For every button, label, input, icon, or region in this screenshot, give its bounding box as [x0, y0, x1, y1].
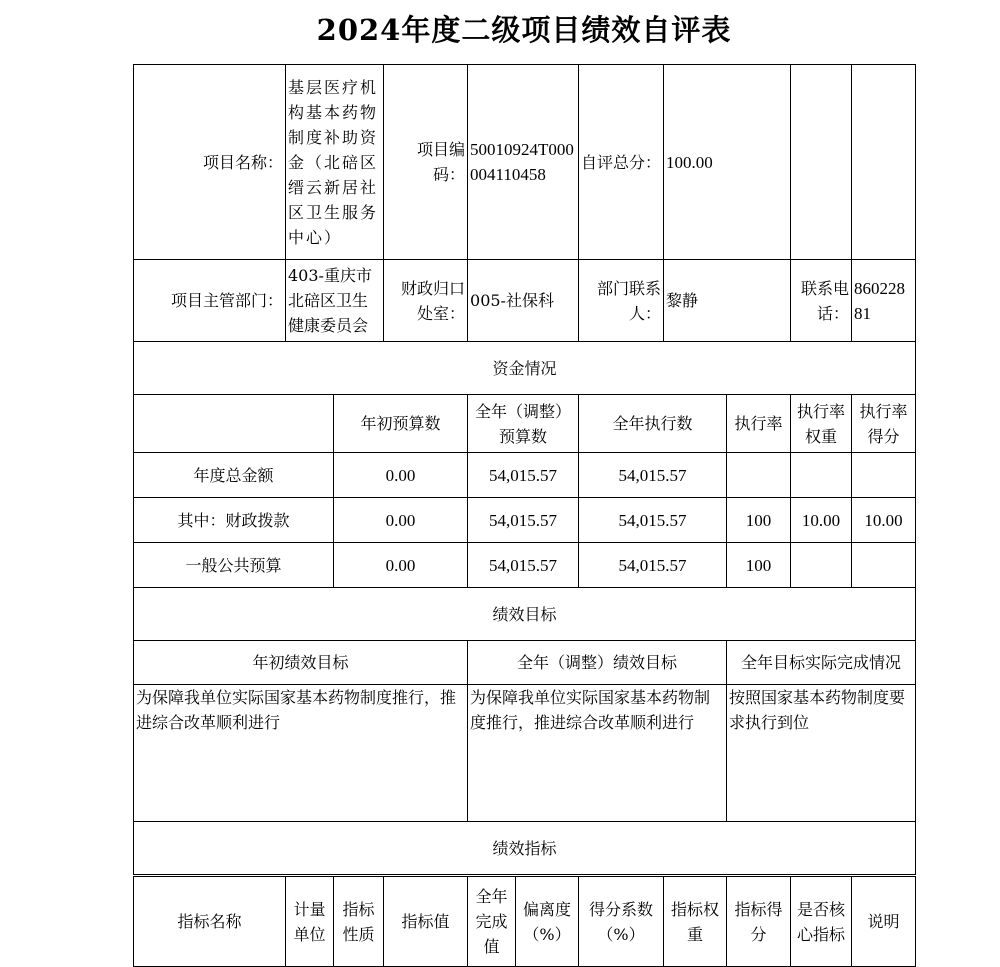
funds-row-initial: 0.00	[334, 543, 468, 588]
initial-goal-text: 为保障我单位实际国家基本药物制度推行，推进综合改革顺利进行	[134, 685, 468, 822]
funds-header-executed: 全年执行数	[579, 395, 727, 453]
indicator-header-score: 指标得分	[727, 877, 791, 967]
funds-header-adjusted: 全年（调整）预算数	[468, 395, 579, 453]
funds-row-score	[852, 543, 916, 588]
indicator-header-coefficient: 得分系数（%）	[579, 877, 664, 967]
funds-row-label: 一般公共预算	[134, 543, 334, 588]
funds-header-initial: 年初预算数	[334, 395, 468, 453]
funds-row-adjusted: 54,015.57	[468, 498, 579, 543]
funds-row-weight	[791, 543, 852, 588]
actual-completion-text: 按照国家基本药物制度要求执行到位	[727, 685, 916, 822]
empty-cell	[134, 395, 334, 453]
indicator-header-completed: 全年完成值	[468, 877, 516, 967]
funds-row-label: 年度总金额	[134, 453, 334, 498]
funds-row-initial: 0.00	[334, 498, 468, 543]
contact-label: 部门联系人：	[579, 260, 664, 342]
goals-section-title: 绩效目标	[134, 588, 916, 641]
funds-row-weight	[791, 453, 852, 498]
table-row	[134, 543, 916, 588]
indicators-header-table	[133, 876, 916, 967]
indicator-header-core: 是否核心指标	[791, 877, 852, 967]
project-code-value: 50010924T000004110458	[468, 65, 579, 260]
empty-cell	[791, 65, 852, 260]
funds-header-rate: 执行率	[727, 395, 791, 453]
funds-row-executed: 54,015.57	[579, 453, 727, 498]
table-row	[134, 453, 916, 498]
funds-header-weight: 执行率权重	[791, 395, 852, 453]
finance-office-label: 财政归口处室：	[384, 260, 468, 342]
project-name-label: 项目名称：	[134, 65, 286, 260]
self-score-value: 100.00	[664, 65, 791, 260]
project-name-value: 基层医疗机构基本药物制度补助资金（北碚区缙云新居社区卫生服务中心）	[286, 65, 384, 260]
goals-header-adjusted: 全年（调整）绩效目标	[468, 641, 727, 685]
funds-row-rate: 100	[727, 498, 791, 543]
indicators-section-title: 绩效指标	[134, 822, 916, 875]
indicator-header-nature: 指标性质	[334, 877, 384, 967]
indicator-header-deviation: 偏离度（%）	[516, 877, 579, 967]
funds-row-weight: 10.00	[791, 498, 852, 543]
self-score-label: 自评总分：	[579, 65, 664, 260]
funds-row-score	[852, 453, 916, 498]
goals-header-initial: 年初绩效目标	[134, 641, 468, 685]
funds-row-score: 10.00	[852, 498, 916, 543]
adjusted-goal-text: 为保障我单位实际国家基本药物制度推行，推进综合改革顺利进行	[468, 685, 727, 822]
page-title: 2024年度二级项目绩效自评表	[316, 13, 732, 47]
funds-header-score: 执行率得分	[852, 395, 916, 453]
contact-value: 黎静	[664, 260, 791, 342]
funds-row-initial: 0.00	[334, 453, 468, 498]
phone-label: 联系电话：	[791, 260, 852, 342]
indicator-header-note: 说明	[852, 877, 916, 967]
self-evaluation-table	[133, 64, 916, 875]
goals-header-actual: 全年目标实际完成情况	[727, 641, 916, 685]
indicator-header-name: 指标名称	[134, 877, 286, 967]
funds-row-adjusted: 54,015.57	[468, 453, 579, 498]
finance-office-value: 005-社保科	[468, 260, 579, 342]
funds-row-label: 其中：财政拨款	[134, 498, 334, 543]
indicator-header-value: 指标值	[384, 877, 468, 967]
funds-row-adjusted: 54,015.57	[468, 543, 579, 588]
empty-cell	[852, 65, 916, 260]
dept-label: 项目主管部门：	[134, 260, 286, 342]
project-code-label: 项目编码：	[384, 65, 468, 260]
funds-row-rate	[727, 453, 791, 498]
funds-row-executed: 54,015.57	[579, 498, 727, 543]
table-row	[134, 498, 916, 543]
dept-value: 403-重庆市北碚区卫生健康委员会	[286, 260, 384, 342]
funds-section-title: 资金情况	[134, 342, 916, 395]
funds-row-rate: 100	[727, 543, 791, 588]
funds-row-executed: 54,015.57	[579, 543, 727, 588]
indicator-header-unit: 计量单位	[286, 877, 334, 967]
indicator-header-weight: 指标权重	[664, 877, 727, 967]
phone-value: 86022881	[852, 260, 916, 342]
